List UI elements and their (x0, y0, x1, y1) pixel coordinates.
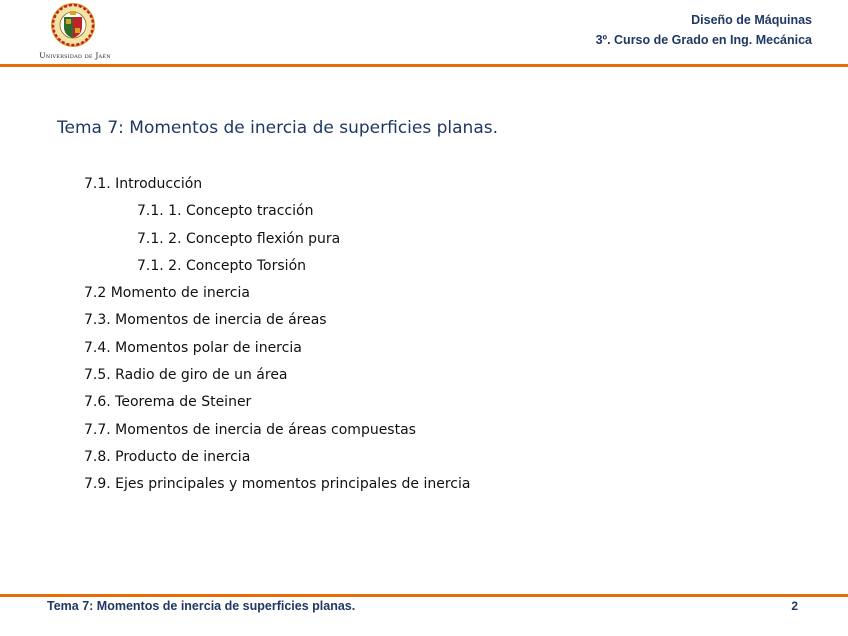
footer-title: Tema 7: Momentos de inercia de superficies planas. (47, 599, 356, 613)
toc-item: 7.9. Ejes principales y momentos principales de inercia (84, 476, 471, 493)
toc-item: 7.2 Momento de inercia (84, 285, 250, 302)
toc-subitem: 7.1. 2. Concepto Torsión (137, 257, 307, 274)
toc-list (84, 174, 470, 502)
page-number: 2 (791, 599, 798, 613)
toc-item: 7.5. Radio de giro de un área (84, 367, 288, 384)
course-degree: 3º. Curso de Grado en Ing. Mecánica (595, 33, 812, 47)
toc-subitem: 7.1. 2. Concepto flexión pura (137, 230, 341, 247)
toc-item: 7.6. Teorema de Steiner (84, 394, 252, 411)
university-seal-icon (50, 2, 96, 48)
toc-item: 7.8. Producto de inercia (84, 448, 251, 465)
toc-item: 7.7. Momentos de inercia de áreas compuestas (84, 421, 416, 438)
toc-subitem: 7.1. 1. Concepto tracción (137, 203, 314, 220)
page-title: Tema 7: Momentos de inercia de superficies planas. (57, 118, 498, 138)
course-subject: Diseño de Máquinas (691, 13, 812, 27)
header-divider (0, 64, 848, 67)
course-info (596, 10, 812, 50)
footer-divider (0, 594, 848, 597)
toc-item: 7.3. Momentos de inercia de áreas (84, 312, 327, 329)
university-name: Universidad de Jaén (39, 51, 111, 60)
university-logo (25, 2, 125, 62)
toc-item: 7.1. Introducción (84, 176, 203, 192)
toc-item: 7.4. Momentos polar de inercia (84, 339, 302, 356)
